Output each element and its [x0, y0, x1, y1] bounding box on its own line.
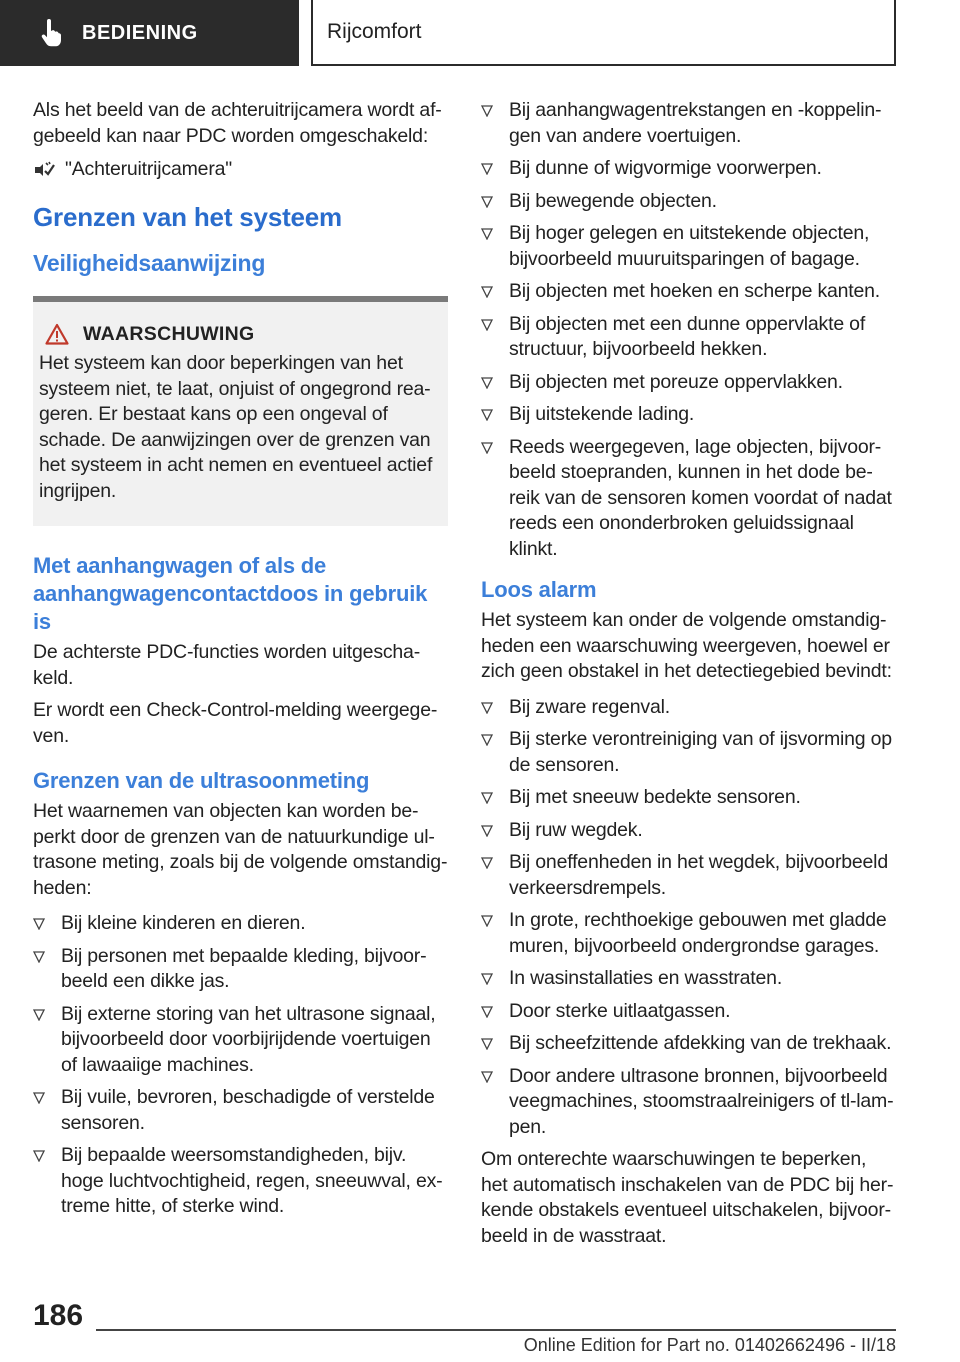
false-alarm-paragraph: Het systeem kan onder de volgende omstandigheden een waarschuwing weergeven, hoewel er zich geen obstakel in het detectiegebied bevindt: — [481, 609, 892, 682]
bullet-triangle-icon — [481, 196, 493, 208]
list-item: Bij aanhangwagentrekstangen en -koppelingen van andere voertuigen. — [481, 98, 896, 149]
list-item: Bij bewegende objecten. — [481, 189, 896, 215]
rear-camera-icon — [33, 159, 55, 181]
list-item: Bij objecten met een dunne oppervlakte of structuur, bijvoorbeeld hekken. — [481, 312, 896, 363]
list-item: Bij bepaalde weersomstandigheden, bijv. hoge luchtvochtigheid, regen, sneeuwval, extreme hitte, of sterke wind. — [33, 1143, 448, 1220]
bullet-triangle-icon — [481, 973, 493, 985]
bullet-triangle-icon — [33, 951, 45, 963]
warning-header — [45, 322, 438, 348]
menu-item-label: "Achteruitrijcamera" — [65, 158, 232, 180]
bullet-triangle-icon — [481, 825, 493, 837]
list-item: Bij dunne of wigvormige voorwerpen. — [481, 156, 896, 182]
list-item: Bij externe storing van het ultrasone signaal, bijvoorbeeld door voorbijrijdende voertuigen of lawaaiige machines. — [33, 1002, 448, 1079]
bullet-triangle-icon — [481, 442, 493, 454]
chapter-title: Rijcomfort — [311, 0, 896, 66]
list-item: Bij kleine kinderen en dieren. — [33, 911, 448, 937]
bullet-triangle-icon — [33, 1009, 45, 1021]
ultrasonic-list-continued — [481, 98, 896, 562]
list-item: Bij ruw wegdek. — [481, 818, 896, 844]
bullet-triangle-icon — [481, 1006, 493, 1018]
ultrasonic-paragraph: Het waarnemen van objecten kan worden beperkt door de grenzen van de natuurkundige ultrasone meting, zoals bij de volgende omstandigheden: — [33, 800, 448, 899]
subheading-ultrasonic: Grenzen van de ultrasoonmeting — [33, 768, 370, 793]
list-item: Bij scheefzittende afdekking van de trekhaak. — [481, 1031, 896, 1057]
edition-note: Online Edition for Part no. 01402662496 - II/18 — [523, 1335, 896, 1355]
list-item: Bij zware regenval. — [481, 695, 896, 721]
bullet-triangle-icon — [33, 918, 45, 930]
list-item: Bij uitstekende lading. — [481, 402, 896, 428]
bullet-triangle-icon — [481, 377, 493, 389]
bullet-triangle-icon — [481, 409, 493, 421]
footer-divider — [96, 1329, 896, 1331]
list-item: Bij vuile, bevroren, beschadigde of verstelde sensoren. — [33, 1085, 448, 1136]
false-alarm-list — [481, 695, 896, 1141]
ultrasonic-list — [33, 911, 448, 1220]
closing-paragraph: Om onterechte waarschuwingen te beperken, het automatisch inschakelen van de PDC bij herkende obstakels eventueel uitschakelen, bijvoorbeeld in de wasstraat. — [481, 1148, 894, 1247]
page-header — [0, 0, 960, 66]
list-item: In grote, rechthoekige gebouwen met gladde muren, bijvoorbeeld ondergrondse garages. — [481, 908, 896, 959]
bullet-triangle-icon — [481, 1038, 493, 1050]
list-item: Bij objecten met poreuze oppervlakken. — [481, 370, 896, 396]
bullet-triangle-icon — [481, 286, 493, 298]
list-item: Bij sterke verontreiniging van of ijsvorming op de sensoren. — [481, 727, 896, 778]
list-item: In wasinstallaties en wasstraten. — [481, 966, 896, 992]
list-item: Bij oneffenheden in het wegdek, bijvoorbeeld verkeersdrempels. — [481, 850, 896, 901]
section-title: BEDIENING — [82, 21, 198, 44]
subheading-safety: Veiligheidsaanwijzing — [33, 249, 266, 276]
section-tab — [0, 0, 299, 66]
list-item: Door andere ultrasone bronnen, bijvoorbeeld veegmachines, stoomstraalreinigers of tl-lampen. — [481, 1064, 896, 1141]
bullet-triangle-icon — [481, 105, 493, 117]
right-column — [481, 98, 896, 1256]
page-number: 186 — [33, 1299, 84, 1332]
bullet-triangle-icon — [481, 163, 493, 175]
trailer-paragraph-2: Er wordt een Check-Control-melding weergegeven. — [33, 699, 438, 747]
warning-title: WAARSCHUWING — [83, 322, 255, 345]
bullet-triangle-icon — [33, 1092, 45, 1104]
list-item: Bij personen met bepaalde kleding, bijvoorbeeld een dikke jas. — [33, 944, 448, 995]
hand-pointer-icon — [40, 19, 64, 47]
left-column — [33, 98, 448, 1227]
bullet-triangle-icon — [481, 792, 493, 804]
subheading-false-alarm: Loos alarm — [481, 577, 597, 602]
page-footer — [0, 1295, 960, 1362]
menu-path — [33, 157, 448, 183]
bullet-triangle-icon — [481, 702, 493, 714]
warning-text: Het systeem kan door beperkingen van het systeem niet, te laat, onjuist of ongegrond reageren. Er bestaat kans op een ongeval of schade. De aanwijzingen over de grenzen van het systeem in acht nemen en eventueel actief ingrijpen. — [39, 352, 433, 502]
bullet-triangle-icon — [33, 1150, 45, 1162]
trailer-paragraph-1: De achterste PDC-functies worden uitgeschakeld. — [33, 641, 421, 689]
bullet-triangle-icon — [481, 228, 493, 240]
bullet-triangle-icon — [481, 915, 493, 927]
list-item: Door sterke uitlaatgassen. — [481, 999, 896, 1025]
bullet-triangle-icon — [481, 1071, 493, 1083]
list-item: Reeds weergegeven, lage objecten, bijvoorbeeld stoepranden, kunnen in het dode bereik van de sensoren komen voordat of nadat reeds een ononderbroken geluidssignaal klinkt. — [481, 435, 896, 563]
warning-triangle-icon — [45, 323, 69, 345]
bullet-triangle-icon — [481, 319, 493, 331]
section-heading-system-limits: Grenzen van het systeem — [33, 201, 342, 232]
subheading-trailer: Met aanhangwagen of als de aanhangwagencontactdoos in gebruik is — [33, 553, 428, 634]
list-item: Bij met sneeuw bedekte sensoren. — [481, 785, 896, 811]
list-item: Bij hoger gelegen en uitstekende objecten, bijvoorbeeld muuruitsparingen of bagage. — [481, 221, 896, 272]
list-item: Bij objecten met hoeken en scherpe kanten. — [481, 279, 896, 305]
bullet-triangle-icon — [481, 734, 493, 746]
bullet-triangle-icon — [481, 857, 493, 869]
intro-paragraph: Als het beeld van de achteruitrijcamera wordt afgebeeld kan naar PDC worden omgeschakeld: — [33, 99, 442, 147]
warning-box — [33, 296, 448, 527]
